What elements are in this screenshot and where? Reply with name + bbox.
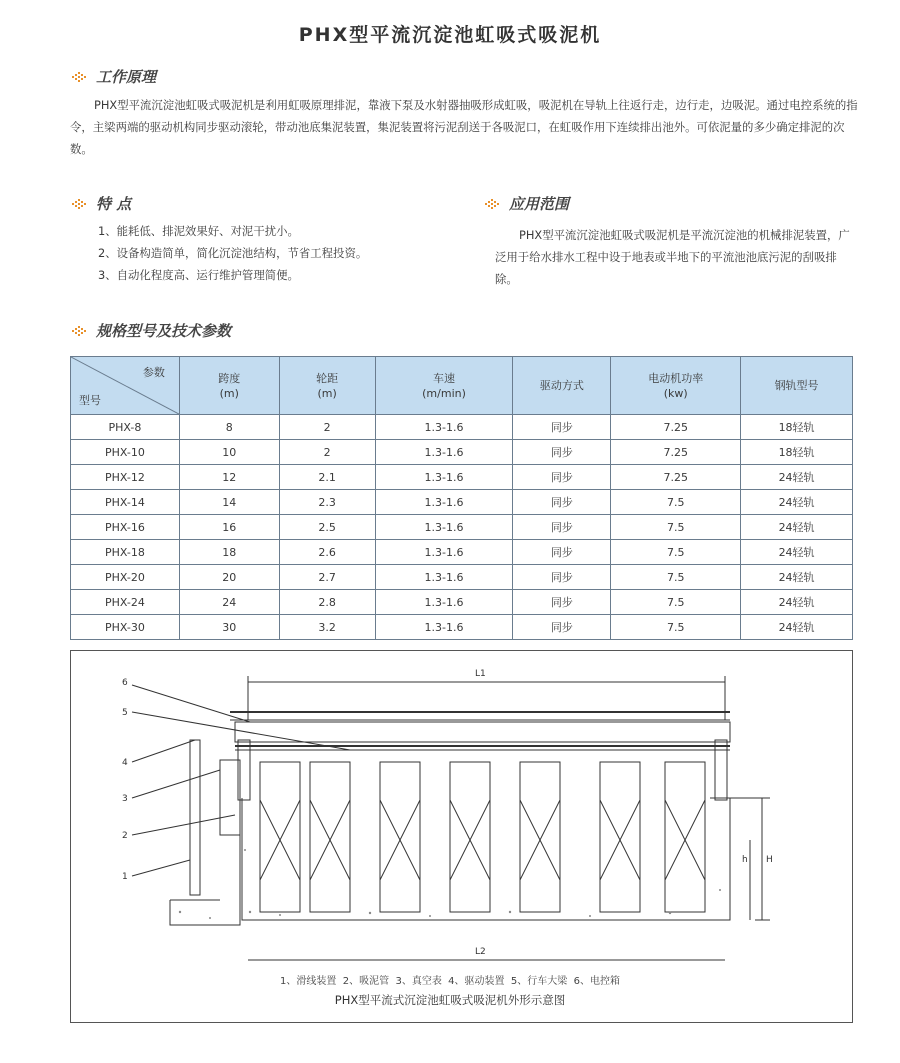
spec-table xyxy=(70,356,853,640)
section-heading-application xyxy=(485,193,569,214)
dim-label-L1: L1 xyxy=(475,669,486,679)
table-cell: 2.7 xyxy=(279,565,375,590)
table-cell: 24 xyxy=(179,590,279,615)
table-cell: 24轻轨 xyxy=(741,615,853,640)
table-row xyxy=(71,540,853,565)
chevron-bullet-icon xyxy=(72,325,90,337)
dim-label-h: h xyxy=(742,855,748,865)
diagram-caption: PHX型平流式沉淀池虹吸式吸泥机外形示意图 xyxy=(334,993,566,1007)
table-cell: 7.5 xyxy=(611,590,741,615)
table-cell: 8 xyxy=(179,415,279,440)
table-cell: 1.3-1.6 xyxy=(375,540,513,565)
dim-label-L2: L2 xyxy=(475,947,486,957)
table-cell: PHX-30 xyxy=(71,615,180,640)
table-cell: 16 xyxy=(179,515,279,540)
table-cell: PHX-8 xyxy=(71,415,180,440)
table-row xyxy=(71,415,853,440)
table-cell: 14 xyxy=(179,490,279,515)
list-item: 3、自动化程度高、运行维护管理简便。 xyxy=(98,268,299,282)
table-cell: 1.3-1.6 xyxy=(375,465,513,490)
table-cell: 10 xyxy=(179,440,279,465)
sludge-machine-diagram xyxy=(70,650,853,970)
heading-text: 应用范围 xyxy=(509,195,570,213)
column-header: 车速 (m/min) xyxy=(375,357,513,415)
table-cell: 同步 xyxy=(513,515,611,540)
table-cell: 1.3-1.6 xyxy=(375,440,513,465)
table-cell: 同步 xyxy=(513,465,611,490)
table-cell: 同步 xyxy=(513,440,611,465)
table-cell: 20 xyxy=(179,565,279,590)
column-header: 跨度 (m) xyxy=(179,357,279,415)
table-cell: 18 xyxy=(179,540,279,565)
callout-5: 5 xyxy=(122,708,128,718)
table-cell: 1.3-1.6 xyxy=(375,565,513,590)
table-cell: 7.25 xyxy=(611,440,741,465)
chevron-bullet-icon xyxy=(72,71,90,83)
table-cell: PHX-20 xyxy=(71,565,180,590)
table-cell: 24轻轨 xyxy=(741,540,853,565)
table-cell: 同步 xyxy=(513,590,611,615)
table-cell: 2 xyxy=(279,415,375,440)
table-cell: 2 xyxy=(279,440,375,465)
diagram-legend: 1、滑线装置 2、吸泥管 3、真空表 4、驱动装置 5、行车大梁 6、电控箱 xyxy=(280,976,620,987)
column-header: 电动机功率 (kw) xyxy=(611,357,741,415)
table-cell: 同步 xyxy=(513,490,611,515)
table-cell: 18轻轨 xyxy=(741,440,853,465)
table-row xyxy=(71,565,853,590)
section-heading-principle xyxy=(72,66,156,87)
list-item: 1、能耗低、排泥效果好、对泥干扰小。 xyxy=(98,224,299,238)
table-cell: 3.2 xyxy=(279,615,375,640)
table-cell: PHX-12 xyxy=(71,465,180,490)
table-cell: 24轻轨 xyxy=(741,515,853,540)
column-header: 轮距 (m) xyxy=(279,357,375,415)
heading-text: 工作原理 xyxy=(96,68,157,86)
table-row xyxy=(71,590,853,615)
table-cell: 2.5 xyxy=(279,515,375,540)
table-cell: 7.5 xyxy=(611,540,741,565)
table-row xyxy=(71,515,853,540)
heading-text: 规格型号及技术参数 xyxy=(96,322,232,340)
table-cell: 12 xyxy=(179,465,279,490)
callout-2: 2 xyxy=(122,831,128,841)
table-cell: 1.3-1.6 xyxy=(375,415,513,440)
table-cell: 24轻轨 xyxy=(741,465,853,490)
header-model-label: 型号 xyxy=(79,394,101,407)
table-cell: PHX-18 xyxy=(71,540,180,565)
table-cell: 24轻轨 xyxy=(741,565,853,590)
table-cell: 2.1 xyxy=(279,465,375,490)
list-item: 2、设备构造简单，简化沉淀池结构，节省工程投资。 xyxy=(98,246,368,260)
table-cell: 7.5 xyxy=(611,615,741,640)
table-row xyxy=(71,465,853,490)
table-cell: PHX-10 xyxy=(71,440,180,465)
table-cell: 2.3 xyxy=(279,490,375,515)
principle-text: PHX型平流沉淀池虹吸式吸泥机是利用虹吸原理排泥，靠液下泵及水射器抽吸形成虹吸，吸泥机在导轨上往返行走，边行走，边吸泥。通过电控系统的指令，主梁两端的驱动机构同步驱动滚轮，带动池底集泥装置，集泥装置将污泥刮送于各吸泥口，在虹吸作用下连续排出池外。可依泥量的多少确定排泥的次数。 xyxy=(70,98,858,156)
chevron-bullet-icon xyxy=(485,198,503,210)
callout-3: 3 xyxy=(122,794,128,804)
table-row xyxy=(71,440,853,465)
table-cell: 7.5 xyxy=(611,565,741,590)
features-list xyxy=(98,220,478,286)
table-cell: 18轻轨 xyxy=(741,415,853,440)
callout-1: 1 xyxy=(122,872,128,882)
diagonal-header-cell xyxy=(71,357,180,415)
table-cell: 1.3-1.6 xyxy=(375,515,513,540)
column-header: 钢轨型号 xyxy=(741,357,853,415)
chevron-bullet-icon xyxy=(72,198,90,210)
table-cell: PHX-14 xyxy=(71,490,180,515)
table-cell: 7.5 xyxy=(611,490,741,515)
table-cell: PHX-24 xyxy=(71,590,180,615)
table-cell: 同步 xyxy=(513,615,611,640)
table-cell: PHX-16 xyxy=(71,515,180,540)
table-cell: 1.3-1.6 xyxy=(375,615,513,640)
table-cell: 1.3-1.6 xyxy=(375,590,513,615)
table-cell: 7.25 xyxy=(611,415,741,440)
table-cell: 1.3-1.6 xyxy=(375,490,513,515)
column-header: 驱动方式 xyxy=(513,357,611,415)
heading-text: 特 点 xyxy=(96,195,132,213)
table-row xyxy=(71,615,853,640)
table-cell: 同步 xyxy=(513,540,611,565)
application-text: PHX型平流沉淀池虹吸式吸泥机是平流沉淀池的机械排泥装置，广泛用于给水排水工程中设于地表或半地下的平流池池底污泥的刮吸排除。 xyxy=(495,228,850,286)
table-cell: 2.8 xyxy=(279,590,375,615)
section-heading-features xyxy=(72,193,131,214)
table-cell: 2.6 xyxy=(279,540,375,565)
table-row xyxy=(71,490,853,515)
table-header-row xyxy=(71,357,853,415)
table-cell: 7.5 xyxy=(611,515,741,540)
header-param-label: 参数 xyxy=(142,366,165,379)
callout-6: 6 xyxy=(122,678,128,688)
dim-label-H: H xyxy=(766,855,773,865)
callout-4: 4 xyxy=(122,758,128,768)
table-cell: 同步 xyxy=(513,415,611,440)
page-title: PHX型平流沉淀池虹吸式吸泥机 xyxy=(298,24,602,46)
table-cell: 7.25 xyxy=(611,465,741,490)
section-heading-specs xyxy=(72,320,231,341)
table-cell: 30 xyxy=(179,615,279,640)
table-cell: 同步 xyxy=(513,565,611,590)
table-cell: 24轻轨 xyxy=(741,490,853,515)
table-cell: 24轻轨 xyxy=(741,590,853,615)
